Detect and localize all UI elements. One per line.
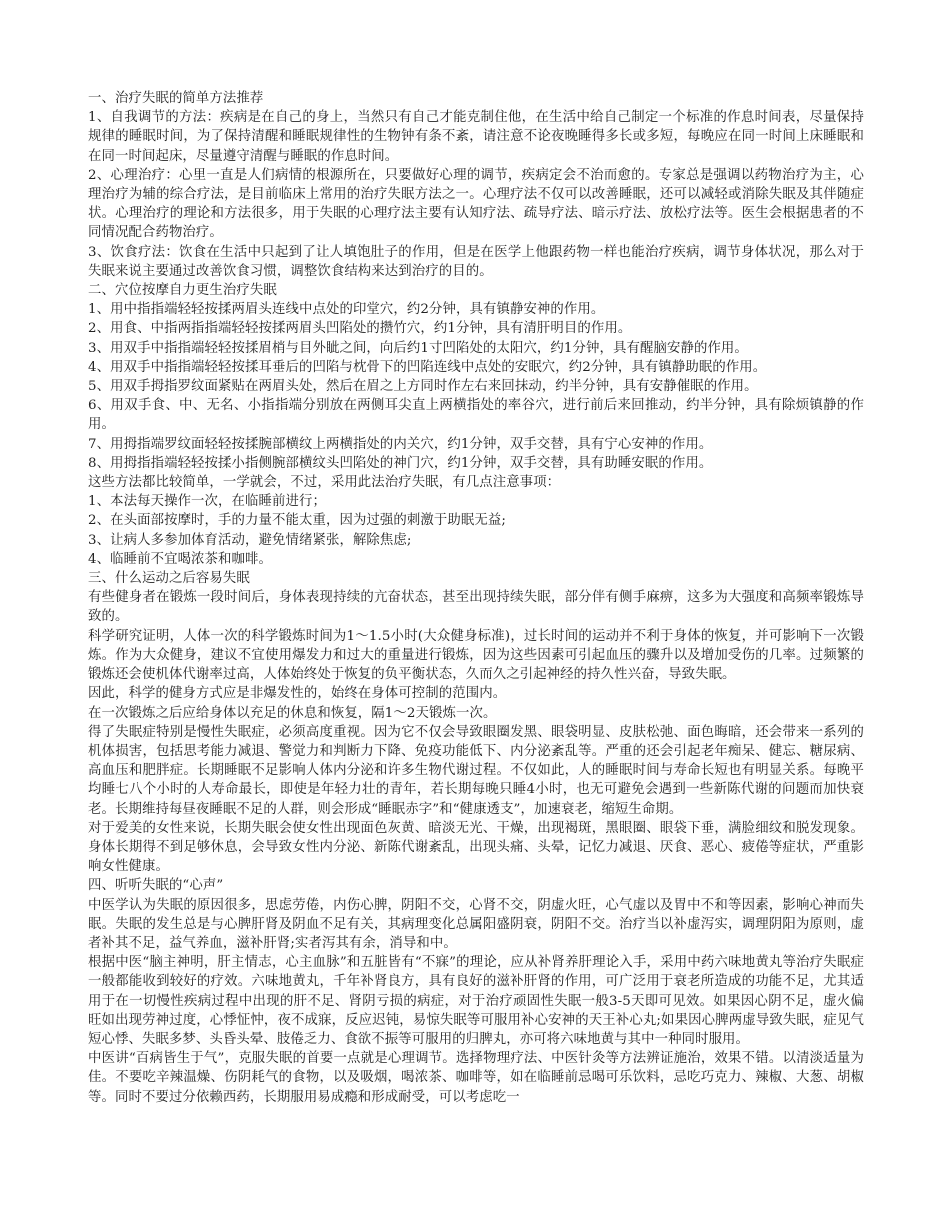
paragraph: 这些方法都比较简单，一学就会，不过，采用此法治疗失眠，有几点注意事项：	[88, 475, 561, 491]
paragraph: 3、饮食疗法：饮食在生活中只起到了让人填饱肚子的作用，但是在医学上他跟药物一样也能治疗疾病，调节身体状况，那么对于失眠来说主要通过改善饮食习惯，调整饮食结构来达到治疗的目的。	[88, 244, 864, 279]
paragraph: 中医讲“百病皆生于气”，克服失眠的首要一点就是心理调节。选择物理疗法、中医针灸等方法辨证施治，效果不错。以清淡适量为佳。不要吃辛辣温燥、伤阴耗气的食物，以及吸烟，喝浓茶、咖啡等，如在临睡前忌喝可乐饮料，忌吃巧克力、辣椒、大葱、胡椒等。同时不要过分依赖西药，长期服用易成瘾和形成耐受，可以考虑吃一	[88, 1051, 864, 1105]
list-item: 3、用双手中指指端轻轻按揉眉梢与目外眦之间，向后约1寸凹陷处的太阳穴，约1分钟，具有醒脑安静的作用。	[88, 340, 748, 356]
list-item: 4、用双手中指指端轻轻按揉耳垂后的凹陷与枕骨下的凹陷连线中点处的安眠穴，约2分钟，具有镇静助眠的作用。	[88, 359, 767, 375]
section-heading-2: 二、穴位按摩自力更生治疗失眠	[88, 283, 277, 299]
paragraph: 在一次锻炼之后应给身体以充足的休息和恢复，隔1～2天锻炼一次。	[88, 705, 497, 721]
list-item: 2、用食、中指两指指端轻轻按揉两眉头凹陷处的攒竹穴，约1分钟，具有清肝明目的作用。	[88, 321, 632, 337]
list-item: 1、用中指指端轻轻按揉两眉头连线中点处的印堂穴，约2分钟，具有镇静安神的作用。	[88, 302, 605, 318]
list-item: 4、临睡前不宜喝浓茶和咖啡。	[88, 551, 272, 567]
paragraph: 中医学认为失眠的原因很多，思虑劳倦，内伤心脾，阴阳不交，心肾不交，阴虚火旺，心气虚以及胃中不和等因素，影响心神而失眠。失眠的发生总是与心脾肝肾及阴血不足有关，其病理变化总属阳盛阴衰，阴阳不交。治疗当以补虚泻实，调理阴阳为原则，虚者补其不足，益气养血，滋补肝肾;实者泻其有余，消导和中。	[88, 897, 864, 951]
paragraph: 有些健身者在锻炼一段时间后，身体表现持续的亢奋状态，甚至出现持续失眠，部分伴有侧手麻痹，这多为大强度和高频率锻炼导致的。	[88, 590, 864, 625]
list-item: 1、本法每天操作一次，在临睡前进行；	[88, 494, 326, 510]
section-heading-1: 一、治疗失眠的简单方法推荐	[88, 91, 264, 106]
list-item: 3、让病人多参加体育活动，避免情绪紧张，解除焦虑;	[88, 532, 412, 548]
document-body	[88, 89, 864, 1107]
paragraph: 1、自我调节的方法：疾病是在自己的身上，当然只有自己才能克制住他，在生活中给自己制定一个标准的作息时间表，尽量保持规律的睡眠时间，为了保持清醒和睡眠规律性的生物钟有条不紊，请注意不论夜晚睡得多长或多短，每晚应在同一时间上床睡眠和在同一时间起床，尽量遵守清醒与睡眠的作息时间。	[88, 110, 864, 164]
paragraph: 因此，科学的健身方式应是非爆发性的，始终在身体可控制的范围内。	[88, 686, 507, 702]
paragraph: 科学研究证明，人体一次的科学锻炼时间为1～1.5小时(大众健身标准)，过长时间的运动并不利于身体的恢复，并可影响下一次锻炼。作为大众健身，建议不宜使用爆发力和过大的重量进行锻炼，因为这些因素可引起血压的骤升以及增加受伤的几率。过频繁的锻炼还会使机体代谢率过高，人体始终处于恢复的负平衡状态，久而久之引起神经的持久性兴奋，导致失眠。	[88, 628, 864, 683]
paragraph: 根据中医“脑主神明，肝主情志，心主血脉”和五脏皆有“不寐”的理论，应从补肾养肝理论入手，采用中药六味地黄丸等治疗失眠症一般都能收到较好的疗效。六味地黄丸，千年补肾良方，具有良好的滋补肝肾的作用，可广泛用于衰老所造成的功能不足，尤其适用于在一切慢性疾病过程中出现的肝不足、肾阴亏损的病症，对于治疗顽固性失眠一般3-5天即可见效。如果因心阴不足，虚火偏旺如出现劳神过度，心悸怔忡，夜不成寐，反应迟钝，易惊失眠等可服用补心安神的天王补心丸;如果因心脾两虚导致失眠，症见气短心悸、失眠多梦、头昏头晕、肢倦乏力、食欲不振等可服用的归脾丸，亦可将六味地黄与其中一种同时服用。	[88, 955, 864, 1047]
paragraph: 得了失眠症特别是慢性失眠症，必须高度重视。因为它不仅会导致眼圈发黑、眼袋明显、皮肤松弛、面色晦暗，还会带来一系列的机体损害，包括思考能力减退、警觉力和判断力下降、免疫功能低下、内分泌紊乱等。严重的还会引起老年痴呆、健忘、糖尿病、高血压和肥胖症。长期睡眠不足影响人体内分泌和许多生物代谢过程。不仅如此，人的睡眠时间与寿命长短也有明显关系。每晚平均睡七八个小时的人寿命最长，即使是年轻力壮的青年，若长期每晚只睡4小时，也无可避免会遇到一些新陈代谢的问题而加快衰老。长期维持每昼夜睡眠不足的人群，则会形成“睡眠赤字”和“健康透支”，加速衰老，缩短生命期。	[88, 724, 864, 817]
list-item: 7、用拇指端罗纹面轻轻按揉腕部横纹上两横指处的内关穴，约1分钟，双手交替，具有宁心安神的作用。	[88, 436, 713, 452]
list-item: 8、用拇指指端轻轻按揉小指侧腕部横纹头凹陷处的神门穴，约1分钟，双手交替，具有助睡安眠的作用。	[88, 455, 713, 471]
paragraph: 对于爱美的女性来说，长期失眠会使女性出现面色灰黄、暗淡无光、干燥，出现褐斑，黑眼圈、眼袋下垂，满脸细纹和脱发现象。身体长期得不到足够休息，会导致女性内分泌、新陈代谢紊乱，出现头痛、头晕，记忆力减退、厌食、恶心、疲倦等症状，严重影响女性健康。	[88, 820, 864, 875]
list-item: 5、用双手拇指罗纹面紧贴在两眉头处，然后在眉之上方同时作左右来回抹动，约半分钟，具有安静催眠的作用。	[88, 379, 758, 395]
paragraph: 2、心理治疗：心里一直是人们病情的根源所在，只要做好心理的调节，疾病定会不治而愈的。专家总是强调以药物治疗为主，心理治疗为辅的综合疗法，是目前临床上常用的治疗失眠方法之一。心理疗法不仅可以改善睡眠，还可以减轻或消除失眠及其伴随症状。心理治疗的理论和方法很多，用于失眠的心理疗法主要有认知疗法、疏导疗法、暗示疗法、放松疗法等。医生会根据患者的不同情况配合药物治疗。	[88, 167, 864, 241]
list-item: 2、在头面部按摩时，手的力量不能太重，因为过强的刺激于助眠无益;	[88, 513, 506, 529]
list-item: 6、用双手食、中、无名、小指指端分别放在两侧耳尖直上两横指处的率谷穴，进行前后来回推动，约半分钟，具有除烦镇静的作用。	[88, 398, 864, 433]
section-heading-4: 四、听听失眠的“心声”	[88, 878, 224, 894]
section-heading-3: 三、什么运动之后容易失眠	[88, 571, 250, 587]
